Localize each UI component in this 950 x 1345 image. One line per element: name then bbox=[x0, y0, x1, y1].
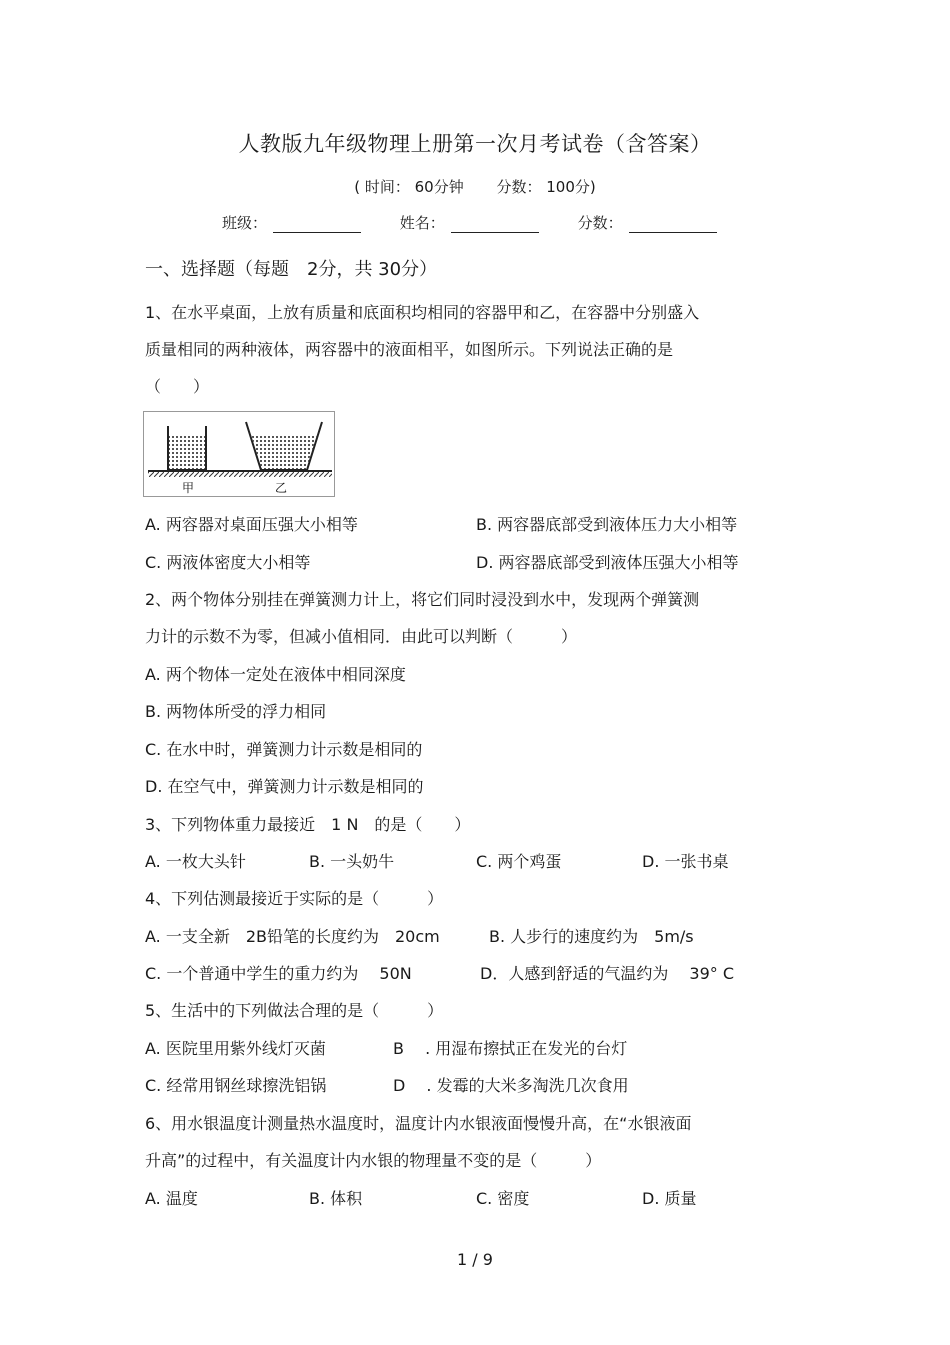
q2-option-d: D. 在空气中，弹簧测力计示数是相同的 bbox=[145, 777, 424, 796]
score-field bbox=[578, 212, 717, 233]
page-title: 人教版九年级物理上册第一次月考试卷（含答案） bbox=[238, 132, 712, 156]
q3-line1: 3、下列物体重力最接近 1 N 的是（ ） bbox=[145, 815, 471, 834]
q2-option-b: B. 两物体所受的浮力相同 bbox=[145, 702, 327, 721]
q5-option-d: D . 发霉的大米多淘洗几次食用 bbox=[393, 1076, 629, 1095]
q3-option-a: A. 一枚大头针 bbox=[145, 852, 246, 871]
student-fields bbox=[222, 212, 751, 233]
score-blank[interactable] bbox=[629, 214, 717, 233]
label-yi: 乙 bbox=[275, 481, 288, 495]
q6-line2: 升高”的过程中，有关温度计内水银的物理量不变的是（ ） bbox=[145, 1151, 602, 1170]
q4-line1: 4、下列估测最接近于实际的是（ ） bbox=[145, 889, 444, 908]
q1-option-a: A. 两容器对桌面压强大小相等 bbox=[145, 515, 358, 534]
container-b-liquid bbox=[251, 434, 317, 470]
q1-line3: （ ） bbox=[145, 377, 210, 396]
q1-line1: 1、在水平桌面，上放有质量和底面积均相同的容器甲和乙，在容器中分别盛入 bbox=[145, 303, 700, 322]
q2-option-c: C. 在水中时，弹簧测力计示数是相同的 bbox=[145, 740, 423, 759]
q6-line1: 6、用水银温度计测量热水温度时，温度计内水银液面慢慢升高，在“水银液面 bbox=[145, 1114, 692, 1133]
class-label: 班级： bbox=[222, 214, 268, 232]
q5-option-b: B . 用湿布擦拭正在发光的台灯 bbox=[393, 1039, 628, 1058]
q3-option-b: B. 一头奶牛 bbox=[309, 852, 395, 871]
q1-line2: 质量相同的两种液体，两容器中的液面相平，如图所示。下列说法正确的是 bbox=[145, 340, 674, 359]
q5-line1: 5、生活中的下列做法合理的是（ ） bbox=[145, 1001, 444, 1020]
containers-diagram bbox=[144, 412, 334, 496]
q2-option-a: A. 两个物体一定处在液体中相同深度 bbox=[145, 665, 406, 684]
q5-option-a: A. 医院里用紫外线灯灭菌 bbox=[145, 1039, 326, 1058]
q1-option-d: D. 两容器底部受到液体压强大小相等 bbox=[476, 553, 739, 572]
q1-figure bbox=[143, 411, 335, 497]
q6-option-a: A. 温度 bbox=[145, 1189, 198, 1208]
exam-total-score: 分数： 100分) bbox=[496, 178, 596, 196]
name-label: 姓名： bbox=[399, 214, 445, 232]
label-jia: 甲 bbox=[182, 481, 195, 495]
q4-option-a: A. 一支全新 2B铅笔的长度约为 20cm bbox=[145, 927, 440, 946]
q6-option-c: C. 密度 bbox=[476, 1189, 530, 1208]
class-blank[interactable] bbox=[273, 214, 361, 233]
score-label: 分数： bbox=[577, 214, 623, 232]
section-heading: 一、选择题（每题 2分，共 30分） bbox=[145, 259, 438, 280]
name-blank[interactable] bbox=[451, 214, 539, 233]
q2-line1: 2、两个物体分别挂在弹簧测力计上，将它们同时浸没到水中，发现两个弹簧测 bbox=[145, 590, 700, 609]
q4-option-b: B. 人步行的速度约为 5m/s bbox=[489, 927, 694, 946]
q1-option-b: B. 两容器底部受到液体压力大小相等 bbox=[476, 515, 738, 534]
exam-time: ( 时间： 60分钟 bbox=[354, 178, 464, 196]
q1-option-c: C. 两液体密度大小相等 bbox=[145, 553, 311, 572]
q4-option-d: D．人感到舒适的气温约为 39° C bbox=[480, 964, 735, 983]
q4-option-c: C. 一个普通中学生的重力约为 50N bbox=[145, 964, 412, 983]
container-a-liquid bbox=[169, 434, 205, 470]
q3-option-d: D. 一张书桌 bbox=[642, 852, 729, 871]
page-number: 1 / 9 bbox=[457, 1250, 493, 1269]
q2-line2: 力计的示数不为零，但减小值相同．由此可以判断（ ） bbox=[145, 627, 578, 646]
q3-option-c: C. 两个鸡蛋 bbox=[476, 852, 562, 871]
table-hatch bbox=[148, 472, 332, 477]
class-field bbox=[222, 212, 361, 233]
q5-option-c: C. 经常用钢丝球擦洗铝锅 bbox=[145, 1076, 327, 1095]
exam-info bbox=[0, 176, 950, 197]
q6-option-b: B. 体积 bbox=[309, 1189, 363, 1208]
q6-option-d: D. 质量 bbox=[642, 1189, 697, 1208]
name-field bbox=[400, 212, 539, 233]
